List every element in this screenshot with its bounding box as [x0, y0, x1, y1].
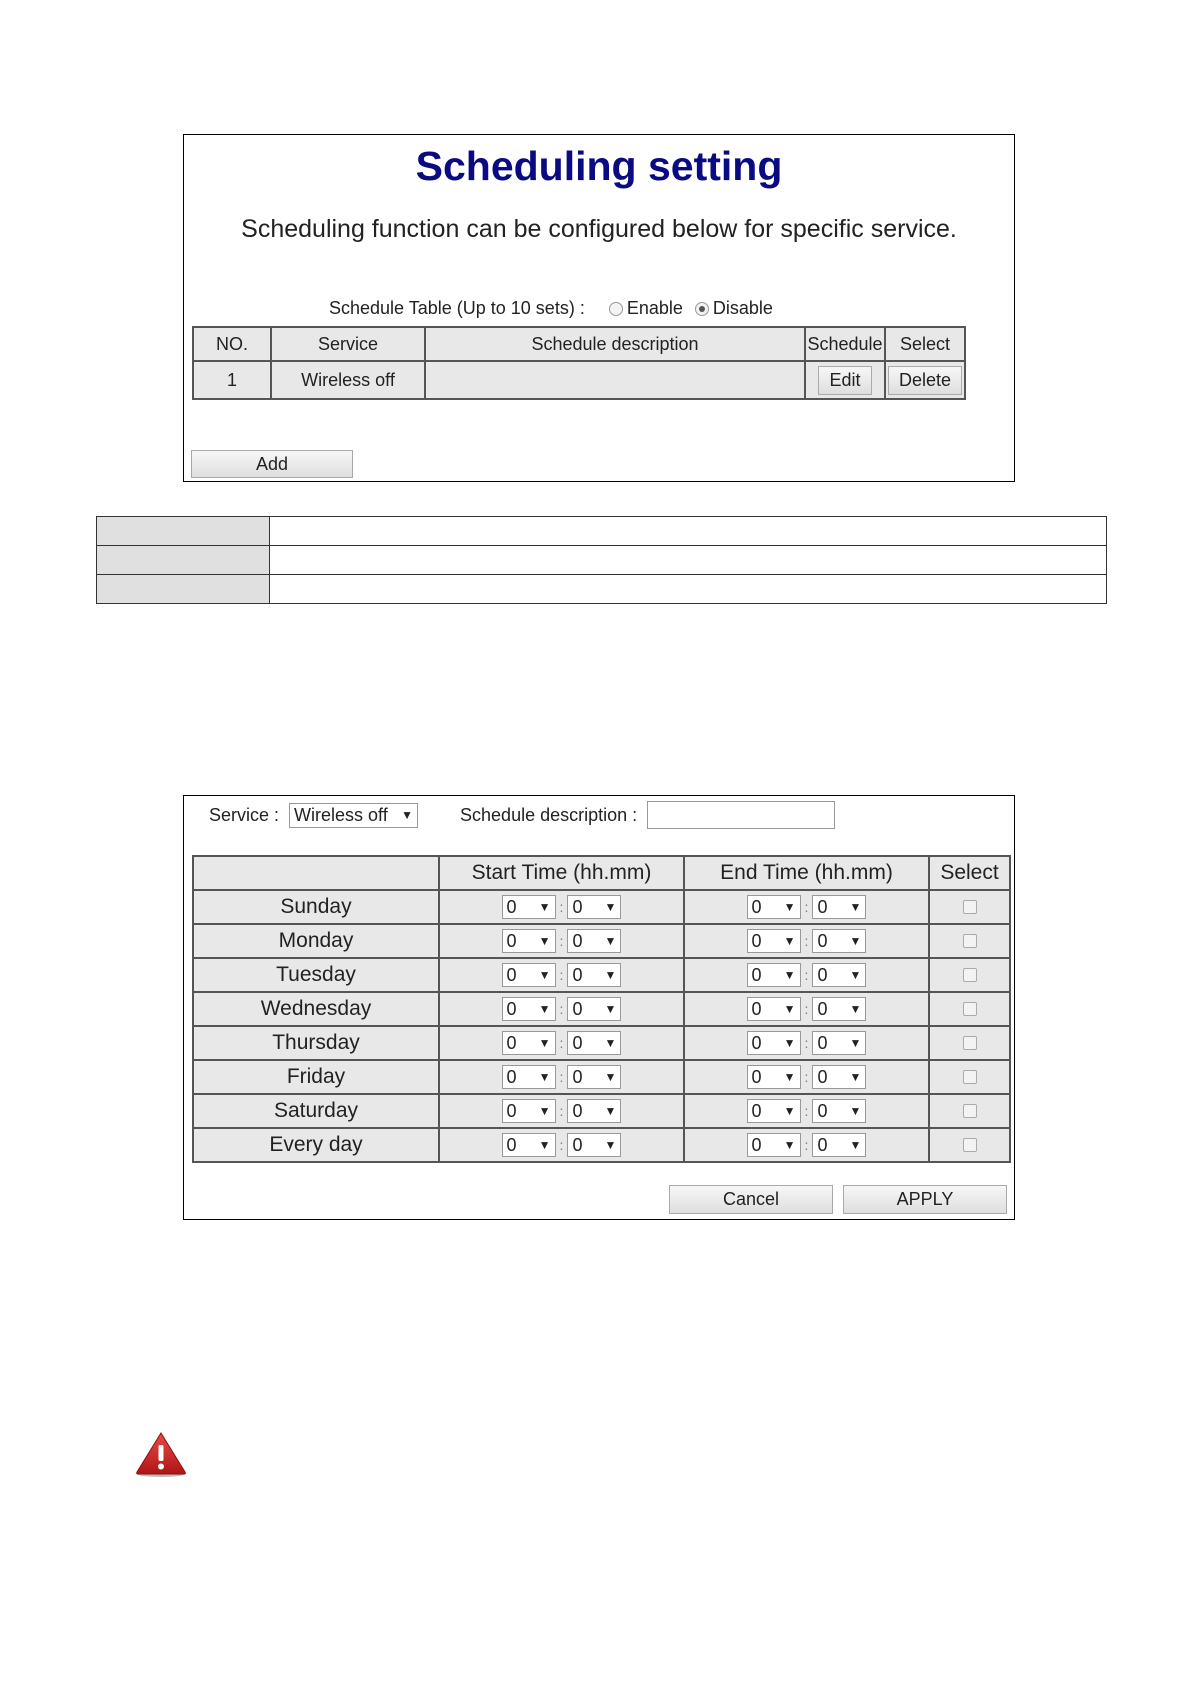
select-value: 0 [506, 1134, 517, 1155]
end-time-group [685, 963, 928, 987]
chevron-down-icon: ▼ [783, 934, 796, 948]
end-time-cell [684, 924, 929, 958]
day-label: Friday [193, 1060, 439, 1094]
start-minute-select[interactable] [567, 1031, 621, 1055]
table-value-cell [270, 517, 1107, 546]
start-minute-select[interactable] [567, 929, 621, 953]
select-value: 0 [817, 930, 828, 951]
end-time-group [685, 997, 928, 1021]
time-separator: : [559, 1069, 564, 1085]
day-label: Tuesday [193, 958, 439, 992]
chevron-down-icon: ▼ [783, 1138, 796, 1152]
select-value: 0 [572, 896, 583, 917]
end-hour-select[interactable] [747, 997, 801, 1021]
time-separator: : [804, 933, 809, 949]
start-time-group [440, 929, 683, 953]
start-time-group [440, 963, 683, 987]
header-start-time: Start Time (hh.mm) [439, 856, 684, 890]
chevron-down-icon: ▼ [604, 1104, 617, 1118]
end-minute-select[interactable] [812, 1065, 866, 1089]
chevron-down-icon: ▼ [604, 900, 617, 914]
table-label-cell [97, 546, 270, 575]
header-end-time: End Time (hh.mm) [684, 856, 929, 890]
chevron-down-icon: ▼ [604, 1036, 617, 1050]
time-separator: : [559, 1103, 564, 1119]
chevron-down-icon: ▼ [783, 968, 796, 982]
chevron-down-icon: ▼ [604, 1070, 617, 1084]
table-row [193, 924, 1010, 958]
warning-icon [135, 1431, 187, 1477]
time-separator: : [804, 899, 809, 915]
header-select: Select [929, 856, 1010, 890]
scheduling-setting-panel [183, 134, 1015, 482]
chevron-down-icon: ▼ [849, 1104, 862, 1118]
chevron-down-icon: ▼ [538, 1002, 551, 1016]
day-select-checkbox[interactable] [963, 900, 977, 914]
start-hour-select[interactable] [502, 997, 556, 1021]
select-value: 0 [506, 1066, 517, 1087]
chevron-down-icon: ▼ [783, 1104, 796, 1118]
table-value-cell [270, 575, 1107, 604]
end-minute-select[interactable] [812, 1031, 866, 1055]
start-hour-select[interactable] [502, 1099, 556, 1123]
table-label-cell [97, 575, 270, 604]
select-value: 0 [572, 964, 583, 985]
time-separator: : [559, 1001, 564, 1017]
end-time-group [685, 1031, 928, 1055]
chevron-down-icon: ▼ [849, 900, 862, 914]
service-select-value: Wireless off [294, 804, 388, 825]
time-separator: : [804, 1069, 809, 1085]
start-time-group [440, 1099, 683, 1123]
end-time-cell [684, 1026, 929, 1060]
select-value: 0 [751, 896, 762, 917]
disable-radio[interactable] [695, 302, 709, 316]
chevron-down-icon: ▼ [604, 968, 617, 982]
time-separator: : [559, 899, 564, 915]
start-minute-select[interactable] [567, 997, 621, 1021]
table-row [193, 992, 1010, 1026]
chevron-down-icon: ▼ [604, 934, 617, 948]
row-schedule-cell [805, 361, 885, 399]
table-row [193, 1060, 1010, 1094]
row-select-cell [885, 361, 965, 399]
add-button[interactable]: Add [191, 450, 353, 478]
select-value: 0 [817, 1100, 828, 1121]
select-value: 0 [751, 1100, 762, 1121]
table-row [97, 517, 1107, 546]
chevron-down-icon: ▼ [538, 1070, 551, 1084]
select-value: 0 [506, 1100, 517, 1121]
select-value: 0 [817, 964, 828, 985]
select-value: 0 [572, 1134, 583, 1155]
day-schedule-table [192, 855, 1011, 1163]
edit-button[interactable]: Edit [818, 366, 871, 395]
table-row [97, 546, 1107, 575]
service-select[interactable] [289, 803, 418, 828]
schedule-table-toggle [329, 298, 773, 319]
day-select-checkbox[interactable] [963, 968, 977, 982]
service-label: Service : [209, 804, 280, 825]
select-value: 0 [817, 1134, 828, 1155]
day-label: Monday [193, 924, 439, 958]
table-row [193, 1094, 1010, 1128]
start-time-cell [439, 890, 684, 924]
end-hour-select[interactable] [747, 963, 801, 987]
chevron-down-icon: ▼ [849, 968, 862, 982]
start-time-cell [439, 992, 684, 1026]
select-value: 0 [572, 998, 583, 1019]
end-time-group [685, 1133, 928, 1157]
select-value: 0 [817, 1032, 828, 1053]
select-cell [929, 1094, 1010, 1128]
chevron-down-icon: ▼ [783, 1002, 796, 1016]
select-value: 0 [751, 1134, 762, 1155]
time-separator: : [804, 1103, 809, 1119]
service-row [209, 801, 835, 829]
page-subtitle: Scheduling function can be configured below for specific service. [241, 215, 957, 243]
time-separator: : [804, 1035, 809, 1051]
select-value: 0 [572, 1066, 583, 1087]
time-separator: : [804, 967, 809, 983]
day-select-checkbox[interactable] [963, 934, 977, 948]
day-select-checkbox[interactable] [963, 1036, 977, 1050]
day-select-checkbox[interactable] [963, 1070, 977, 1084]
select-value: 0 [572, 930, 583, 951]
header-select: Select [885, 327, 965, 361]
select-cell [929, 1026, 1010, 1060]
end-time-group [685, 1065, 928, 1089]
select-value: 0 [751, 930, 762, 951]
chevron-down-icon: ▼ [783, 1070, 796, 1084]
time-separator: : [559, 967, 564, 983]
start-time-cell [439, 1060, 684, 1094]
chevron-down-icon: ▼ [538, 934, 551, 948]
end-time-cell [684, 992, 929, 1026]
chevron-down-icon: ▼ [849, 1002, 862, 1016]
row-no: 1 [193, 361, 271, 399]
header-day [193, 856, 439, 890]
time-separator: : [804, 1137, 809, 1153]
day-label: Wednesday [193, 992, 439, 1026]
select-cell [929, 992, 1010, 1026]
end-hour-select[interactable] [747, 1031, 801, 1055]
end-minute-select[interactable] [812, 895, 866, 919]
description-table [96, 516, 1107, 604]
time-separator: : [559, 1035, 564, 1051]
select-cell [929, 924, 1010, 958]
start-hour-select[interactable] [502, 1133, 556, 1157]
select-value: 0 [751, 998, 762, 1019]
start-hour-select[interactable] [502, 963, 556, 987]
chevron-down-icon: ▼ [849, 1036, 862, 1050]
cancel-button[interactable]: Cancel [669, 1185, 833, 1214]
select-value: 0 [506, 1032, 517, 1053]
chevron-down-icon: ▼ [849, 1138, 862, 1152]
start-hour-select[interactable] [502, 1031, 556, 1055]
end-time-group [685, 1099, 928, 1123]
table-label-cell [97, 517, 270, 546]
select-value: 0 [817, 896, 828, 917]
end-minute-select[interactable] [812, 929, 866, 953]
chevron-down-icon: ▼ [604, 1138, 617, 1152]
day-label: Saturday [193, 1094, 439, 1128]
table-row [193, 890, 1010, 924]
table-header-row [193, 327, 965, 361]
select-value: 0 [506, 896, 517, 917]
chevron-down-icon: ▼ [849, 934, 862, 948]
start-minute-select[interactable] [567, 963, 621, 987]
schedule-description-input[interactable] [647, 801, 835, 829]
header-service: Service [271, 327, 425, 361]
start-minute-select[interactable] [567, 1065, 621, 1089]
select-value: 0 [751, 1066, 762, 1087]
select-cell [929, 958, 1010, 992]
enable-radio[interactable] [609, 302, 623, 316]
chevron-down-icon: ▼ [783, 1036, 796, 1050]
schedule-edit-panel [183, 795, 1015, 1220]
day-select-checkbox[interactable] [963, 1002, 977, 1016]
select-value: 0 [751, 1032, 762, 1053]
select-value: 0 [506, 964, 517, 985]
table-row [193, 958, 1010, 992]
day-label: Thursday [193, 1026, 439, 1060]
chevron-down-icon: ▼ [538, 1104, 551, 1118]
row-description [425, 361, 805, 399]
end-hour-select[interactable] [747, 895, 801, 919]
row-service: Wireless off [271, 361, 425, 399]
end-time-cell [684, 1094, 929, 1128]
start-time-cell [439, 958, 684, 992]
end-hour-select[interactable] [747, 1133, 801, 1157]
header-no: NO. [193, 327, 271, 361]
end-time-cell [684, 1060, 929, 1094]
end-hour-select[interactable] [747, 929, 801, 953]
end-time-cell [684, 890, 929, 924]
select-value: 0 [817, 998, 828, 1019]
select-value: 0 [506, 998, 517, 1019]
delete-button[interactable]: Delete [888, 366, 962, 395]
start-minute-select[interactable] [567, 1099, 621, 1123]
enable-label[interactable]: Enable [626, 298, 683, 318]
schedule-table-label: Schedule Table (Up to 10 sets) : [329, 298, 585, 318]
start-time-cell [439, 1026, 684, 1060]
end-minute-select[interactable] [812, 963, 866, 987]
day-label: Every day [193, 1128, 439, 1162]
header-schedule: Schedule [805, 327, 885, 361]
end-hour-select[interactable] [747, 1065, 801, 1089]
chevron-down-icon: ▼ [538, 968, 551, 982]
end-hour-select[interactable] [747, 1099, 801, 1123]
start-time-group [440, 997, 683, 1021]
end-minute-select[interactable] [812, 1133, 866, 1157]
table-row [193, 1128, 1010, 1162]
end-time-group [685, 895, 928, 919]
chevron-down-icon: ▼ [849, 1070, 862, 1084]
day-select-checkbox[interactable] [963, 1138, 977, 1152]
select-value: 0 [572, 1100, 583, 1121]
schedule-table [192, 326, 966, 400]
end-time-group [685, 929, 928, 953]
end-minute-select[interactable] [812, 1099, 866, 1123]
select-value: 0 [572, 1032, 583, 1053]
table-header-row [193, 856, 1010, 890]
chevron-down-icon: ▼ [401, 808, 414, 822]
table-row [193, 361, 965, 399]
day-select-checkbox[interactable] [963, 1104, 977, 1118]
select-value: 0 [751, 964, 762, 985]
select-value: 0 [506, 930, 517, 951]
page-title: Scheduling setting [415, 143, 783, 189]
start-time-group [440, 1065, 683, 1089]
chevron-down-icon: ▼ [783, 900, 796, 914]
select-cell [929, 890, 1010, 924]
end-minute-select[interactable] [812, 997, 866, 1021]
table-value-cell [270, 546, 1107, 575]
start-time-group [440, 1133, 683, 1157]
disable-label[interactable]: Disable [712, 298, 773, 318]
time-separator: : [804, 1001, 809, 1017]
start-time-cell [439, 1128, 684, 1162]
start-time-group [440, 1031, 683, 1055]
select-cell [929, 1128, 1010, 1162]
chevron-down-icon: ▼ [538, 1138, 551, 1152]
start-time-cell [439, 924, 684, 958]
time-separator: : [559, 933, 564, 949]
day-label: Sunday [193, 890, 439, 924]
chevron-down-icon: ▼ [604, 1002, 617, 1016]
start-hour-select[interactable] [502, 895, 556, 919]
start-hour-select[interactable] [502, 1065, 556, 1089]
start-time-group [440, 895, 683, 919]
header-description: Schedule description [425, 327, 805, 361]
schedule-description-label: Schedule description : [460, 804, 638, 825]
start-minute-select[interactable] [567, 895, 621, 919]
table-row [97, 575, 1107, 604]
end-time-cell [684, 958, 929, 992]
select-value: 0 [817, 1066, 828, 1087]
end-time-cell [684, 1128, 929, 1162]
start-time-cell [439, 1094, 684, 1128]
chevron-down-icon: ▼ [538, 1036, 551, 1050]
select-cell [929, 1060, 1010, 1094]
chevron-down-icon: ▼ [538, 900, 551, 914]
start-hour-select[interactable] [502, 929, 556, 953]
table-row [193, 1026, 1010, 1060]
start-minute-select[interactable] [567, 1133, 621, 1157]
apply-button[interactable]: APPLY [843, 1185, 1007, 1214]
time-separator: : [559, 1137, 564, 1153]
